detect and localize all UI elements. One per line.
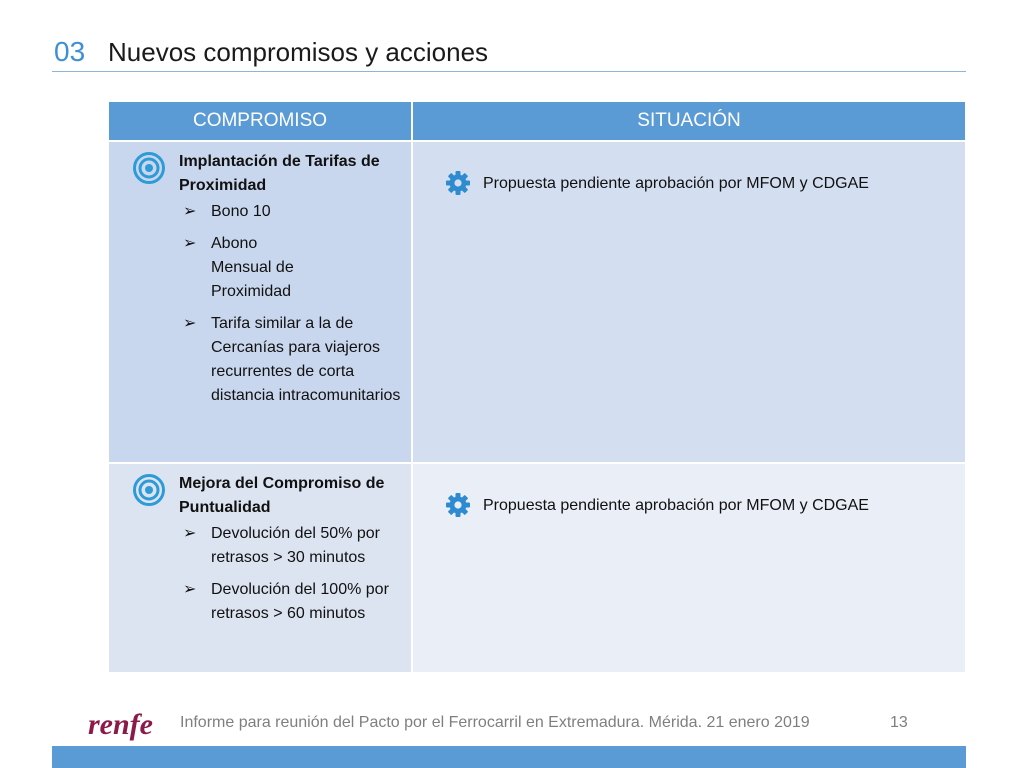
list-item — [179, 312, 405, 408]
table-row-2-situacion — [413, 464, 965, 672]
gear-icon — [445, 170, 471, 196]
arrow-bullet-icon: ➢ — [183, 581, 197, 598]
target-icon — [133, 474, 165, 506]
arrow-bullet-icon: ➢ — [183, 203, 197, 220]
status-text: Propuesta pendiente aprobación por MFOM y CDGAE — [483, 497, 869, 514]
arrow-bullet-icon: ➢ — [183, 525, 197, 542]
footer-text: Informe para reunión del Pacto por el Ferrocarril en Extremadura. Mérida. 21 enero 2019 — [180, 714, 810, 731]
footer-bar — [52, 746, 966, 768]
slide-title: Nuevos compromisos y acciones — [108, 37, 489, 67]
list-item — [179, 578, 405, 626]
list-item — [179, 522, 405, 570]
list-item — [179, 200, 405, 224]
bullet-text: Tarifa similar a la de Cercanías para viajeros recurrentes de corta distancia intracomunitarios — [211, 315, 401, 404]
target-icon — [133, 152, 165, 184]
status-text: Propuesta pendiente aprobación por MFOM y CDGAE — [483, 175, 869, 192]
list-item — [179, 232, 321, 304]
commitments-table — [109, 102, 965, 672]
page-number: 13 — [890, 714, 908, 731]
arrow-bullet-icon: ➢ — [183, 235, 197, 252]
section-number: 03 — [54, 36, 86, 67]
bullet-text: Bono 10 — [211, 203, 271, 220]
table-row-2-compromiso — [109, 464, 411, 672]
table-row-1-compromiso — [109, 142, 411, 462]
table-row-1-situacion — [413, 142, 965, 462]
commitment-title: Implantación de Tarifas de Proximidad — [179, 153, 380, 194]
bullet-text: Devolución del 50% por retrasos > 30 minutos — [211, 525, 380, 566]
column-header-situacion: SITUACIÓN — [413, 102, 965, 140]
arrow-bullet-icon: ➢ — [183, 315, 197, 332]
renfe-logo — [86, 707, 174, 743]
bullet-text: Devolución del 100% por retrasos > 60 minutos — [211, 581, 389, 622]
logo-text: renfe — [88, 708, 153, 741]
gear-icon — [445, 492, 471, 518]
slide-header — [52, 30, 966, 74]
bullet-text: Abono Mensual de Proximidad — [211, 235, 294, 300]
column-header-compromiso: COMPROMISO — [109, 102, 411, 140]
header-divider — [52, 71, 966, 72]
commitment-title: Mejora del Compromiso de Puntualidad — [179, 475, 385, 516]
